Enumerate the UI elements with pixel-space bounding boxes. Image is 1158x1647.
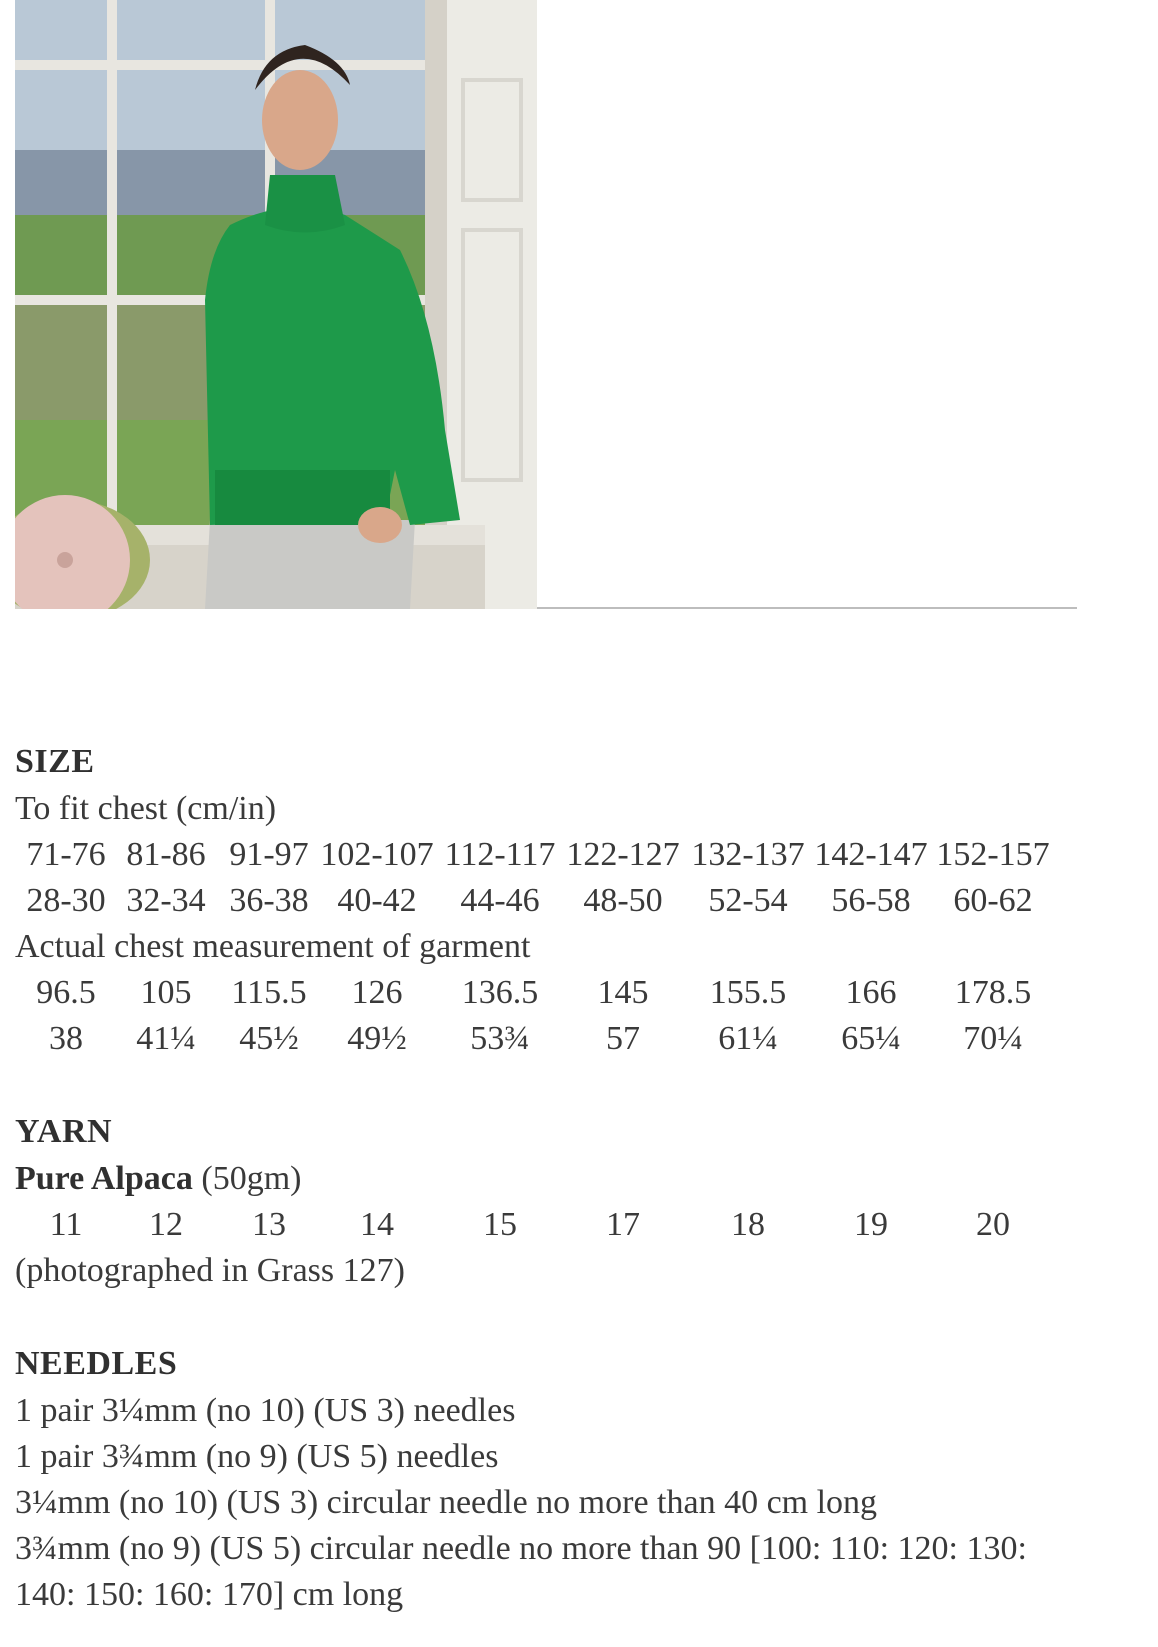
yarn-line: [15, 1156, 1135, 1202]
ball-count-cell: 17: [606, 1206, 640, 1243]
size-cell: 61¼: [718, 1020, 778, 1057]
yarn-weight: (50gm): [201, 1160, 302, 1197]
size-cell: 81-86: [126, 836, 206, 873]
yarn-name: Pure Alpaca: [15, 1160, 193, 1197]
size-cell: 91-97: [229, 836, 309, 873]
size-cell: 36-38: [229, 882, 309, 919]
ball-count-cell: 14: [360, 1206, 394, 1243]
yarn-heading: YARN: [15, 1113, 113, 1150]
size-cell: 38: [49, 1020, 83, 1057]
size-cell: 53¾: [470, 1020, 530, 1057]
size-cell: 102-107: [320, 836, 434, 873]
size-cell: 45½: [239, 1020, 299, 1057]
ball-count-cell: 15: [483, 1206, 517, 1243]
size-cell: 178.5: [954, 974, 1032, 1011]
needle-line: 3¼mm (no 10) (US 3) circular needle no more than 40 cm long: [15, 1484, 878, 1521]
needle-line: 1 pair 3¼mm (no 10) (US 3) needles: [15, 1392, 516, 1429]
ball-count-cell: 11: [49, 1206, 83, 1243]
ball-count-cell: 20: [976, 1206, 1010, 1243]
size-cell: 57: [606, 1020, 640, 1057]
needle-line: 3¾mm (no 9) (US 5) circular needle no more than 90 [100: 110: 120: 130:: [15, 1530, 1027, 1567]
size-cell: 122-127: [566, 836, 680, 873]
pattern-info: [15, 738, 1135, 1618]
size-cell: 105: [140, 974, 192, 1011]
actual-chest-label: Actual chest measurement of garment: [15, 928, 531, 965]
size-cell: 155.5: [709, 974, 787, 1011]
size-cell: 142-147: [814, 836, 928, 873]
size-cell: 145: [597, 974, 649, 1011]
ball-count-cell: 19: [854, 1206, 888, 1243]
size-cell: 166: [845, 974, 897, 1011]
needle-line: 140: 150: 160: 170] cm long: [15, 1576, 404, 1613]
size-cell: 41¼: [136, 1020, 196, 1057]
size-cell: 32-34: [126, 882, 206, 919]
size-cell: 126: [351, 974, 403, 1011]
yarn-note: (photographed in Grass 127): [15, 1252, 405, 1289]
fit-chest-label: To fit chest (cm/in): [15, 790, 277, 827]
size-cell: 28-30: [26, 882, 106, 919]
needles-heading: NEEDLES: [15, 1345, 178, 1382]
fit-chest-cm-row: [15, 832, 1135, 878]
size-cell: 49½: [347, 1020, 407, 1057]
size-heading: SIZE: [15, 743, 95, 780]
actual-chest-in-row: [15, 1016, 1135, 1062]
ball-count-cell: 18: [731, 1206, 765, 1243]
size-cell: 65¼: [841, 1020, 901, 1057]
size-cell: 96.5: [36, 974, 96, 1011]
model-photo: [15, 0, 537, 609]
size-cell: 40-42: [337, 882, 417, 919]
actual-chest-cm-row: [15, 970, 1135, 1016]
size-cell: 48-50: [583, 882, 663, 919]
ball-count-cell: 12: [149, 1206, 183, 1243]
fit-chest-in-row: [15, 878, 1135, 924]
size-cell: 71-76: [26, 836, 106, 873]
needle-line: 1 pair 3¾mm (no 9) (US 5) needles: [15, 1438, 499, 1475]
size-cell: 132-137: [691, 836, 805, 873]
size-cell: 115.5: [231, 974, 307, 1011]
size-cell: 70¼: [963, 1020, 1023, 1057]
ball-count-cell: 13: [252, 1206, 286, 1243]
size-cell: 52-54: [708, 882, 788, 919]
size-cell: 152-157: [936, 836, 1050, 873]
size-cell: 112-117: [444, 836, 556, 873]
size-cell: 56-58: [831, 882, 911, 919]
size-cell: 136.5: [461, 974, 539, 1011]
yarn-balls-row: [15, 1202, 1135, 1248]
divider-rule: [537, 607, 1077, 609]
size-cell: 44-46: [460, 882, 540, 919]
size-cell: 60-62: [953, 882, 1033, 919]
